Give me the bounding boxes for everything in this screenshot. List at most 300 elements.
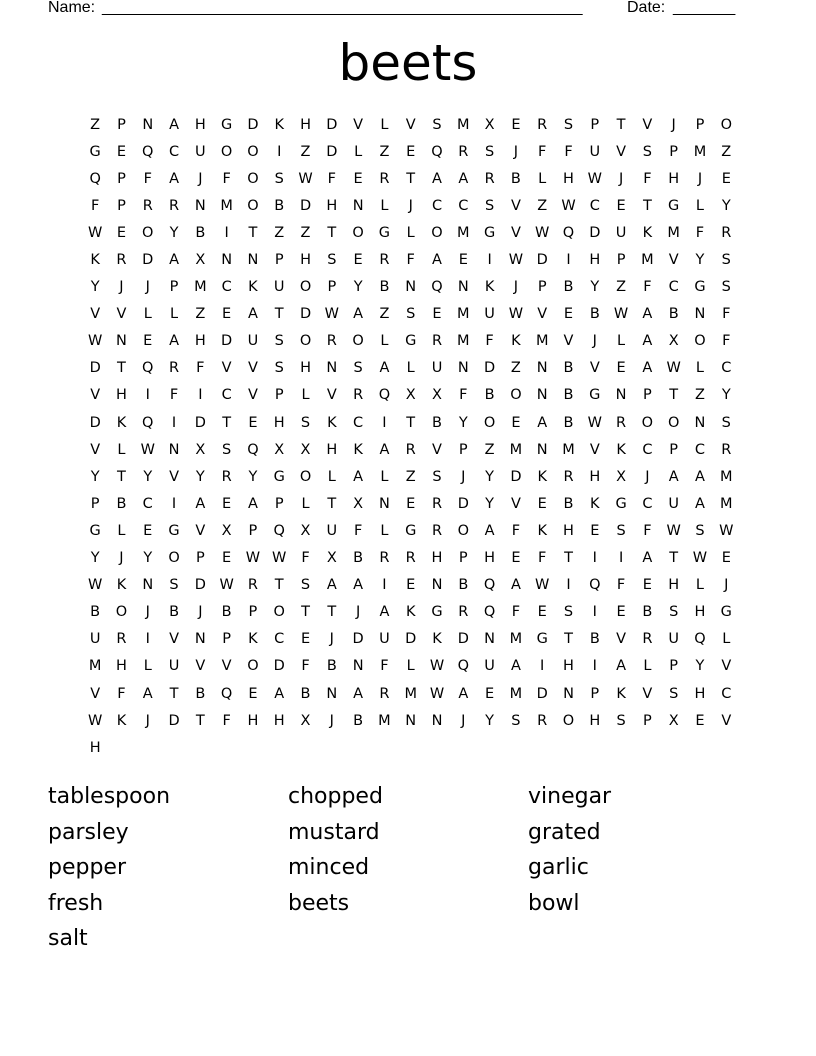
grid-cell[interactable]: Z xyxy=(510,360,521,377)
grid-cell[interactable]: P xyxy=(327,279,337,296)
grid-cell[interactable]: V xyxy=(668,252,679,269)
grid-cell[interactable]: U xyxy=(326,522,338,539)
grid-cell[interactable]: F xyxy=(695,224,705,241)
grid-cell[interactable]: Q xyxy=(457,658,470,675)
grid-cell[interactable]: F xyxy=(327,170,336,187)
grid-cell[interactable]: U xyxy=(195,143,206,160)
grid-cell[interactable]: F xyxy=(301,550,310,567)
grid-cell[interactable]: F xyxy=(511,522,521,539)
grid-cell[interactable]: B xyxy=(326,658,337,675)
grid-cell[interactable]: B xyxy=(484,387,495,404)
grid-cell[interactable]: N xyxy=(694,306,706,323)
grid-cell[interactable]: T xyxy=(169,685,179,702)
grid-cell[interactable]: N xyxy=(378,495,390,512)
grid-cell[interactable]: Z xyxy=(379,143,390,160)
grid-cell[interactable]: X xyxy=(274,441,285,458)
grid-cell[interactable]: W xyxy=(324,306,339,323)
grid-cell[interactable]: T xyxy=(669,387,679,404)
grid-cell[interactable]: Y xyxy=(485,712,495,729)
grid-cell[interactable]: C xyxy=(642,495,653,512)
grid-cell[interactable]: T xyxy=(406,170,416,187)
grid-cell[interactable]: H xyxy=(273,414,285,431)
grid-cell[interactable]: Q xyxy=(247,441,259,458)
grid-cell[interactable]: P xyxy=(274,387,284,404)
grid-cell[interactable]: O xyxy=(352,333,364,350)
grid-cell[interactable]: A xyxy=(379,441,390,458)
grid-cell[interactable]: H xyxy=(273,712,285,729)
grid-cell[interactable]: T xyxy=(222,414,232,431)
grid-cell[interactable]: E xyxy=(116,224,127,241)
grid-cell[interactable]: I xyxy=(592,604,597,621)
grid-cell[interactable]: O xyxy=(483,414,496,431)
grid-cell[interactable]: I xyxy=(171,495,177,512)
grid-cell[interactable]: G xyxy=(536,631,548,648)
grid-cell[interactable]: A xyxy=(642,306,653,323)
grid-cell[interactable]: O xyxy=(247,170,259,187)
grid-cell[interactable]: Y xyxy=(248,468,258,485)
grid-cell[interactable]: A xyxy=(510,577,521,594)
grid-cell[interactable]: Y xyxy=(695,252,705,269)
grid-cell[interactable]: R xyxy=(247,577,258,594)
grid-cell[interactable]: A xyxy=(537,414,548,431)
grid-cell[interactable]: Y xyxy=(143,468,153,485)
grid-cell[interactable]: N xyxy=(563,685,574,702)
grid-cell[interactable]: J xyxy=(145,604,150,621)
grid-cell[interactable]: E xyxy=(353,252,363,269)
grid-cell[interactable]: V xyxy=(642,116,653,133)
grid-cell[interactable]: T xyxy=(117,468,126,485)
grid-cell[interactable]: D xyxy=(326,143,338,160)
grid-cell[interactable]: G xyxy=(273,468,285,485)
grid-cell[interactable]: W xyxy=(666,522,681,539)
grid-cell[interactable]: V xyxy=(432,441,442,458)
grid-cell[interactable]: F xyxy=(301,658,310,675)
grid-cell[interactable]: O xyxy=(142,224,154,241)
grid-cell[interactable]: A xyxy=(169,170,179,187)
grid-cell[interactable]: H xyxy=(431,550,443,567)
grid-cell[interactable]: U xyxy=(247,333,259,350)
grid-cell[interactable]: K xyxy=(248,279,258,296)
grid-cell[interactable]: A xyxy=(169,333,179,350)
grid-cell[interactable]: J xyxy=(145,279,150,296)
grid-cell[interactable]: N xyxy=(247,252,259,269)
grid-cell[interactable]: R xyxy=(169,360,180,377)
grid-cell[interactable]: R xyxy=(353,387,364,404)
grid-cell[interactable]: A xyxy=(642,550,653,567)
grid-cell[interactable]: M xyxy=(667,224,680,241)
grid-cell[interactable]: L xyxy=(406,658,415,675)
grid-cell[interactable]: D xyxy=(194,577,206,594)
grid-cell[interactable]: G xyxy=(431,604,443,621)
grid-cell[interactable]: B xyxy=(195,685,206,702)
grid-cell[interactable]: H xyxy=(668,170,680,187)
grid-cell[interactable]: M xyxy=(457,333,470,350)
grid-cell[interactable]: S xyxy=(300,414,311,431)
grid-cell[interactable]: P xyxy=(117,197,126,214)
grid-cell[interactable]: F xyxy=(722,306,731,323)
grid-cell[interactable]: P xyxy=(669,441,679,458)
grid-cell[interactable]: B xyxy=(563,414,574,431)
grid-cell[interactable]: M xyxy=(194,279,207,296)
grid-cell[interactable]: T xyxy=(301,604,310,621)
grid-cell[interactable]: X xyxy=(195,441,206,458)
grid-cell[interactable]: N xyxy=(326,360,338,377)
grid-cell[interactable]: A xyxy=(169,116,179,133)
grid-cell[interactable]: M xyxy=(641,252,654,269)
grid-cell[interactable]: T xyxy=(642,197,652,214)
grid-cell[interactable]: B xyxy=(195,224,206,241)
grid-cell[interactable]: X xyxy=(221,522,232,539)
grid-cell[interactable]: R xyxy=(116,631,127,648)
grid-cell[interactable]: P xyxy=(117,170,126,187)
grid-cell[interactable]: Y xyxy=(353,279,363,296)
grid-cell[interactable]: S xyxy=(274,170,284,187)
grid-cell[interactable]: N xyxy=(405,712,417,729)
grid-cell[interactable]: K xyxy=(537,522,547,539)
grid-cell[interactable]: A xyxy=(695,468,705,485)
grid-cell[interactable]: J xyxy=(513,143,519,160)
grid-cell[interactable]: O xyxy=(667,414,680,431)
grid-cell[interactable]: W xyxy=(587,170,602,187)
grid-cell[interactable]: G xyxy=(720,604,732,621)
grid-cell[interactable]: E xyxy=(537,495,547,512)
grid-cell[interactable]: R xyxy=(169,197,180,214)
grid-cell[interactable]: S xyxy=(274,333,284,350)
grid-cell[interactable]: K xyxy=(484,279,495,296)
grid-cell[interactable]: H xyxy=(694,604,706,621)
grid-cell[interactable]: A xyxy=(353,577,364,594)
grid-cell[interactable]: T xyxy=(274,306,284,323)
grid-cell[interactable]: C xyxy=(668,279,679,296)
grid-cell[interactable]: R xyxy=(221,468,232,485)
grid-cell[interactable]: Q xyxy=(589,577,601,594)
grid-cell[interactable]: M xyxy=(509,441,523,458)
date-blank-line[interactable]: _______ xyxy=(673,0,736,16)
grid-cell[interactable]: O xyxy=(247,197,259,214)
grid-cell[interactable]: A xyxy=(668,468,679,485)
grid-cell[interactable]: Z xyxy=(405,468,416,485)
grid-cell[interactable]: B xyxy=(510,170,521,187)
grid-cell[interactable]: K xyxy=(353,441,363,458)
grid-cell[interactable]: F xyxy=(353,522,363,539)
grid-cell[interactable]: I xyxy=(277,143,282,160)
grid-cell[interactable]: A xyxy=(247,495,258,512)
grid-cell[interactable]: W xyxy=(140,441,155,458)
grid-cell[interactable]: E xyxy=(642,577,652,594)
grid-cell[interactable]: J xyxy=(145,712,150,729)
grid-cell[interactable]: K xyxy=(642,224,653,241)
grid-cell[interactable]: P xyxy=(458,441,468,458)
grid-cell[interactable]: J xyxy=(461,712,466,729)
grid-cell[interactable]: I xyxy=(382,577,387,594)
grid-cell[interactable]: H xyxy=(194,333,206,350)
grid-cell[interactable]: W xyxy=(535,224,550,241)
grid-cell[interactable]: W xyxy=(535,577,550,594)
grid-cell[interactable]: R xyxy=(458,143,469,160)
grid-cell[interactable]: E xyxy=(485,685,495,702)
grid-cell[interactable]: D xyxy=(247,116,259,133)
grid-cell[interactable]: W xyxy=(87,333,103,350)
grid-cell[interactable]: F xyxy=(90,197,100,214)
grid-cell[interactable]: R xyxy=(431,522,443,539)
grid-cell[interactable]: M xyxy=(535,333,549,350)
grid-cell[interactable]: H xyxy=(326,441,338,458)
grid-cell[interactable]: C xyxy=(642,441,653,458)
grid-cell[interactable]: H xyxy=(89,739,101,756)
grid-cell[interactable]: H xyxy=(484,550,496,567)
grid-cell[interactable]: F xyxy=(169,387,179,404)
grid-cell[interactable]: S xyxy=(669,604,679,621)
grid-cell[interactable]: V xyxy=(221,360,232,377)
grid-cell[interactable]: G xyxy=(378,224,391,241)
grid-cell[interactable]: T xyxy=(564,550,573,567)
grid-cell[interactable]: R xyxy=(642,631,653,648)
grid-cell[interactable]: E xyxy=(537,604,547,621)
grid-cell[interactable]: O xyxy=(694,333,706,350)
grid-cell[interactable]: D xyxy=(142,252,154,269)
grid-cell[interactable]: N xyxy=(352,658,364,675)
grid-cell[interactable]: Q xyxy=(694,631,706,648)
grid-cell[interactable]: I xyxy=(592,550,597,567)
grid-cell[interactable]: Q xyxy=(431,279,443,296)
grid-cell[interactable]: F xyxy=(222,712,231,729)
grid-cell[interactable]: C xyxy=(431,197,443,214)
grid-cell[interactable]: O xyxy=(168,550,180,567)
grid-cell[interactable]: P xyxy=(222,631,231,648)
grid-cell[interactable]: J xyxy=(355,604,361,621)
grid-cell[interactable]: T xyxy=(195,712,205,729)
grid-cell[interactable]: C xyxy=(353,414,364,431)
grid-cell[interactable]: U xyxy=(431,360,443,377)
grid-cell[interactable]: G xyxy=(694,279,706,296)
grid-cell[interactable]: G xyxy=(168,522,180,539)
grid-cell[interactable]: M xyxy=(509,631,523,648)
grid-cell[interactable]: I xyxy=(145,387,150,404)
grid-cell[interactable]: Y xyxy=(485,495,495,512)
grid-cell[interactable]: R xyxy=(116,252,127,269)
grid-cell[interactable]: K xyxy=(616,685,626,702)
grid-cell[interactable]: H xyxy=(247,712,259,729)
grid-cell[interactable]: N xyxy=(457,279,469,296)
grid-cell[interactable]: A xyxy=(642,360,653,377)
grid-cell[interactable]: E xyxy=(432,306,442,323)
grid-cell[interactable]: D xyxy=(326,116,338,133)
grid-cell[interactable]: M xyxy=(720,495,733,512)
grid-cell[interactable]: K xyxy=(116,577,127,594)
grid-cell[interactable]: W xyxy=(298,170,313,187)
grid-cell[interactable]: B xyxy=(642,604,653,621)
grid-cell[interactable]: L xyxy=(143,306,152,323)
grid-cell[interactable]: H xyxy=(563,522,574,539)
grid-cell[interactable]: B xyxy=(379,279,390,296)
grid-cell[interactable]: N xyxy=(142,577,154,594)
grid-cell[interactable]: J xyxy=(513,279,519,296)
grid-cell[interactable]: F xyxy=(538,550,547,567)
grid-cell[interactable]: W xyxy=(587,414,602,431)
grid-cell[interactable]: S xyxy=(274,360,284,377)
grid-cell[interactable]: C xyxy=(721,360,732,377)
grid-cell[interactable]: L xyxy=(695,360,705,377)
grid-cell[interactable]: Q xyxy=(431,143,443,160)
grid-cell[interactable]: Q xyxy=(483,577,496,594)
grid-cell[interactable]: A xyxy=(510,658,521,675)
grid-cell[interactable]: Y xyxy=(90,550,100,567)
grid-cell[interactable]: N xyxy=(536,360,548,377)
grid-cell[interactable]: N xyxy=(142,116,154,133)
grid-cell[interactable]: Z xyxy=(274,224,285,241)
grid-cell[interactable]: F xyxy=(643,279,652,296)
grid-cell[interactable]: T xyxy=(248,224,258,241)
grid-cell[interactable]: D xyxy=(352,631,364,648)
grid-cell[interactable]: H xyxy=(668,577,680,594)
grid-cell[interactable]: A xyxy=(458,685,469,702)
grid-cell[interactable]: V xyxy=(642,685,653,702)
grid-cell[interactable]: B xyxy=(668,306,679,323)
grid-cell[interactable]: J xyxy=(697,170,703,187)
grid-cell[interactable]: X xyxy=(353,495,364,512)
grid-cell[interactable]: Q xyxy=(378,387,391,404)
grid-cell[interactable]: S xyxy=(222,441,232,458)
grid-cell[interactable]: K xyxy=(116,712,127,729)
grid-cell[interactable]: C xyxy=(458,197,469,214)
grid-cell[interactable]: U xyxy=(668,495,679,512)
grid-cell[interactable]: A xyxy=(247,306,258,323)
grid-cell[interactable]: J xyxy=(198,170,203,187)
grid-cell[interactable]: K xyxy=(511,333,521,350)
grid-cell[interactable]: E xyxy=(616,604,626,621)
grid-cell[interactable]: V xyxy=(616,631,627,648)
grid-cell[interactable]: V xyxy=(353,116,364,133)
grid-cell[interactable]: U xyxy=(484,306,495,323)
grid-cell[interactable]: W xyxy=(561,197,576,214)
grid-cell[interactable]: L xyxy=(722,631,731,648)
grid-cell[interactable]: W xyxy=(429,685,445,702)
grid-cell[interactable]: H xyxy=(115,387,127,404)
grid-cell[interactable]: U xyxy=(589,143,601,160)
grid-cell[interactable]: Q xyxy=(273,522,285,539)
grid-cell[interactable]: F xyxy=(117,685,126,702)
grid-cell[interactable]: V xyxy=(721,658,732,675)
grid-cell[interactable]: E xyxy=(511,414,521,431)
grid-cell[interactable]: R xyxy=(431,333,443,350)
grid-cell[interactable]: H xyxy=(589,468,601,485)
grid-cell[interactable]: N xyxy=(326,685,338,702)
grid-cell[interactable]: F xyxy=(222,170,231,187)
grid-cell[interactable]: L xyxy=(406,224,415,241)
grid-cell[interactable]: Z xyxy=(537,197,548,214)
grid-cell[interactable]: D xyxy=(89,360,101,377)
grid-cell[interactable]: J xyxy=(592,333,597,350)
grid-cell[interactable]: R xyxy=(721,441,732,458)
grid-cell[interactable]: L xyxy=(538,170,547,187)
grid-cell[interactable]: V xyxy=(510,197,521,214)
grid-cell[interactable]: P xyxy=(274,252,284,269)
grid-cell[interactable]: M xyxy=(220,197,233,214)
grid-cell[interactable]: W xyxy=(719,522,734,539)
grid-cell[interactable]: O xyxy=(299,468,312,485)
grid-cell[interactable]: A xyxy=(326,577,337,594)
grid-cell[interactable]: M xyxy=(457,224,470,241)
grid-cell[interactable]: I xyxy=(382,414,387,431)
grid-cell[interactable]: Z xyxy=(195,306,206,323)
grid-cell[interactable]: H xyxy=(115,658,127,675)
grid-cell[interactable]: W xyxy=(87,224,103,241)
grid-cell[interactable]: J xyxy=(645,468,650,485)
grid-cell[interactable]: N xyxy=(615,387,627,404)
grid-cell[interactable]: Y xyxy=(721,387,731,404)
grid-cell[interactable]: J xyxy=(724,577,729,594)
grid-cell[interactable]: U xyxy=(379,631,390,648)
grid-cell[interactable]: Z xyxy=(379,306,390,323)
grid-cell[interactable]: O xyxy=(273,604,285,621)
grid-cell[interactable]: R xyxy=(537,116,548,133)
grid-cell[interactable]: O xyxy=(115,604,128,621)
grid-cell[interactable]: H xyxy=(589,712,601,729)
grid-cell[interactable]: Y xyxy=(485,468,495,485)
grid-cell[interactable]: Y xyxy=(695,658,705,675)
grid-cell[interactable]: F xyxy=(196,360,205,377)
grid-cell[interactable]: A xyxy=(169,252,179,269)
grid-cell[interactable]: P xyxy=(537,279,547,296)
grid-cell[interactable]: T xyxy=(564,631,573,648)
grid-cell[interactable]: D xyxy=(273,658,285,675)
grid-cell[interactable]: A xyxy=(379,360,390,377)
grid-cell[interactable]: A xyxy=(616,658,627,675)
grid-cell[interactable]: Z xyxy=(90,116,101,133)
grid-cell[interactable]: Y xyxy=(169,224,179,241)
grid-cell[interactable]: E xyxy=(511,116,521,133)
grid-cell[interactable]: E xyxy=(721,170,731,187)
grid-cell[interactable]: X xyxy=(300,441,311,458)
grid-cell[interactable]: H xyxy=(194,116,206,133)
grid-cell[interactable]: M xyxy=(88,658,102,675)
grid-cell[interactable]: D xyxy=(299,306,312,323)
grid-cell[interactable]: O xyxy=(431,224,443,241)
grid-cell[interactable]: L xyxy=(406,360,415,377)
grid-cell[interactable]: P xyxy=(695,116,705,133)
grid-cell[interactable]: S xyxy=(563,604,574,621)
grid-cell[interactable]: D xyxy=(536,685,548,702)
grid-cell[interactable]: G xyxy=(589,387,601,404)
grid-cell[interactable]: N xyxy=(431,712,443,729)
grid-cell[interactable]: L xyxy=(695,197,705,214)
grid-cell[interactable]: O xyxy=(220,143,233,160)
grid-cell[interactable]: G xyxy=(221,116,233,133)
grid-cell[interactable]: T xyxy=(274,577,284,594)
grid-cell[interactable]: L xyxy=(117,441,126,458)
grid-cell[interactable]: C xyxy=(168,143,180,160)
grid-cell[interactable]: P xyxy=(590,685,600,702)
grid-cell[interactable]: S xyxy=(353,360,363,377)
grid-cell[interactable]: Q xyxy=(142,414,154,431)
grid-cell[interactable]: H xyxy=(300,116,311,133)
grid-cell[interactable]: A xyxy=(642,333,653,350)
grid-cell[interactable]: B xyxy=(169,604,180,621)
grid-cell[interactable]: A xyxy=(353,685,364,702)
grid-cell[interactable]: G xyxy=(89,522,101,539)
grid-cell[interactable]: B xyxy=(458,577,469,594)
grid-cell[interactable]: R xyxy=(142,197,153,214)
grid-cell[interactable]: P xyxy=(643,712,652,729)
grid-cell[interactable]: E xyxy=(222,550,232,567)
grid-cell[interactable]: Q xyxy=(142,360,154,377)
grid-cell[interactable]: D xyxy=(299,197,312,214)
grid-cell[interactable]: E xyxy=(721,550,731,567)
grid-cell[interactable]: E xyxy=(222,306,232,323)
grid-cell[interactable]: H xyxy=(694,685,706,702)
grid-cell[interactable]: V xyxy=(169,468,179,485)
grid-cell[interactable]: R xyxy=(405,441,416,458)
